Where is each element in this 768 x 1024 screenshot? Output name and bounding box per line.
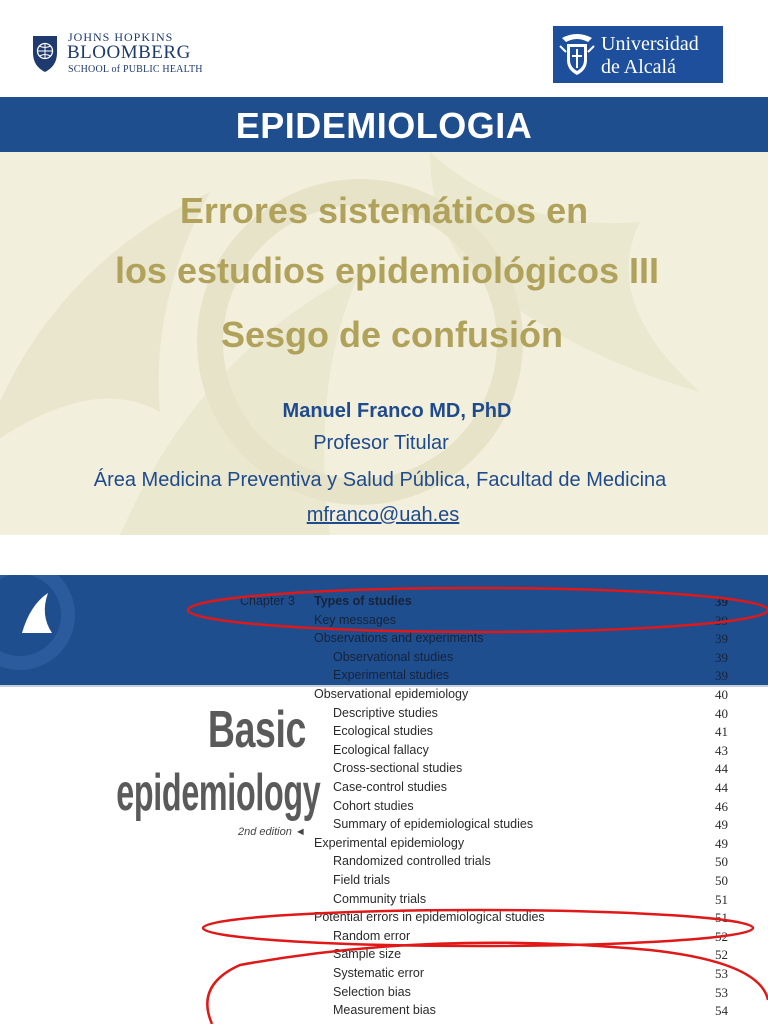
toc-page-number: 49 [715, 835, 728, 851]
toc-page-number: 39 [715, 649, 728, 665]
toc-page-number: 44 [715, 780, 728, 795]
toc-page-number: 40 [715, 705, 728, 721]
toc-page-number: 39 [715, 594, 728, 609]
toc-entry: Field trials [333, 873, 390, 887]
toc-page-number: 53 [715, 984, 728, 1000]
book-title-line2: epidemiology [116, 764, 321, 822]
toc-entry: Sample size [333, 947, 402, 962]
toc-entry: Cohort studies [333, 798, 414, 813]
jhu-logo-line2: BLOOMBERG [67, 42, 191, 63]
toc-page-number: 52 [715, 928, 728, 944]
table-of-contents [0, 590, 768, 1024]
toc-entry: Selection bias [333, 984, 411, 999]
toc-entry: Experimental studies [333, 668, 450, 683]
uah-crest-icon [558, 32, 596, 78]
toc-page-number: 40 [715, 687, 728, 702]
slide-title-line2: los estudios epidemiológicos III [114, 250, 660, 291]
toc-entry: Observational epidemiology [314, 687, 469, 701]
band-title: EPIDEMIOLOGIA [235, 105, 533, 146]
presenter-role: Profesor Titular [313, 432, 449, 454]
toc-entry: Potential errors in epidemiological studies [314, 910, 545, 925]
toc-entry: Observations and experiments [314, 631, 484, 646]
uah-logo-line1: Universidad [601, 33, 699, 55]
toc-entry: Experimental epidemiology [314, 835, 465, 850]
toc-page-number: 51 [715, 910, 728, 926]
toc-page-number: 53 [715, 966, 728, 981]
toc-page-number: 54 [715, 1003, 728, 1019]
toc-entry: Ecological studies [333, 724, 434, 739]
book-title-line1: Basic [207, 701, 306, 759]
toc-page-number: 39 [715, 631, 728, 647]
toc-entry: Key messages [314, 612, 396, 627]
toc-entry: Randomized controlled trials [333, 854, 491, 869]
jhu-logo-line1: JOHNS HOPKINS [68, 30, 174, 44]
toc-page-number: 39 [715, 612, 728, 628]
toc-entry: Measurement bias [333, 1003, 436, 1018]
toc-entry: Ecological fallacy [333, 742, 429, 757]
toc-entry: Systematic error [333, 966, 424, 980]
toc-entry: Case-control studies [333, 780, 447, 794]
toc-page-number: 52 [715, 947, 728, 963]
toc-page-number: 44 [715, 761, 728, 777]
presenter-name: Manuel Franco MD, PhD [282, 400, 512, 422]
jhu-shield-icon [30, 33, 60, 73]
toc-entry: Types of studies [314, 594, 412, 608]
toc-page-number: 51 [715, 891, 728, 907]
toc-page-number: 46 [715, 798, 728, 814]
toc-page-number: 49 [715, 817, 728, 833]
slide-subtitle: Sesgo de confusión [220, 314, 564, 355]
slide-title-line1: Errores sistemáticos en [179, 190, 589, 231]
presenter-email-link[interactable]: mfranco@uah.es [306, 504, 460, 526]
title-band [0, 95, 768, 154]
toc-page-number: 43 [715, 742, 728, 758]
divider-gap [0, 535, 768, 575]
book-edition: 2nd edition ◄ [238, 826, 306, 838]
logo-header [0, 0, 768, 95]
presenter-department: Área Medicina Preventiva y Salud Pública, Facultad de Medicina [93, 469, 667, 491]
toc-chapter-label: Chapter 3 [240, 594, 295, 608]
toc-entry: Observational studies [333, 649, 454, 664]
toc-entry: Random error [333, 928, 411, 943]
toc-page-number: 50 [715, 854, 728, 870]
toc-page-number: 39 [715, 668, 728, 684]
toc-page-number: 50 [715, 873, 728, 888]
jhu-bloomberg-logo [30, 30, 203, 80]
toc-page-number: 41 [715, 724, 728, 740]
toc-entry: Summary of epidemiological studies [333, 817, 534, 832]
toc-entry: Cross-sectional studies [333, 761, 463, 776]
toc-entry: Descriptive studies [333, 705, 438, 720]
jhu-logo-line3: SCHOOL of PUBLIC HEALTH [68, 64, 203, 75]
toc-entry: Community trials [333, 891, 427, 906]
uah-logo [553, 26, 723, 83]
uah-logo-line2: de Alcalá [601, 56, 676, 78]
